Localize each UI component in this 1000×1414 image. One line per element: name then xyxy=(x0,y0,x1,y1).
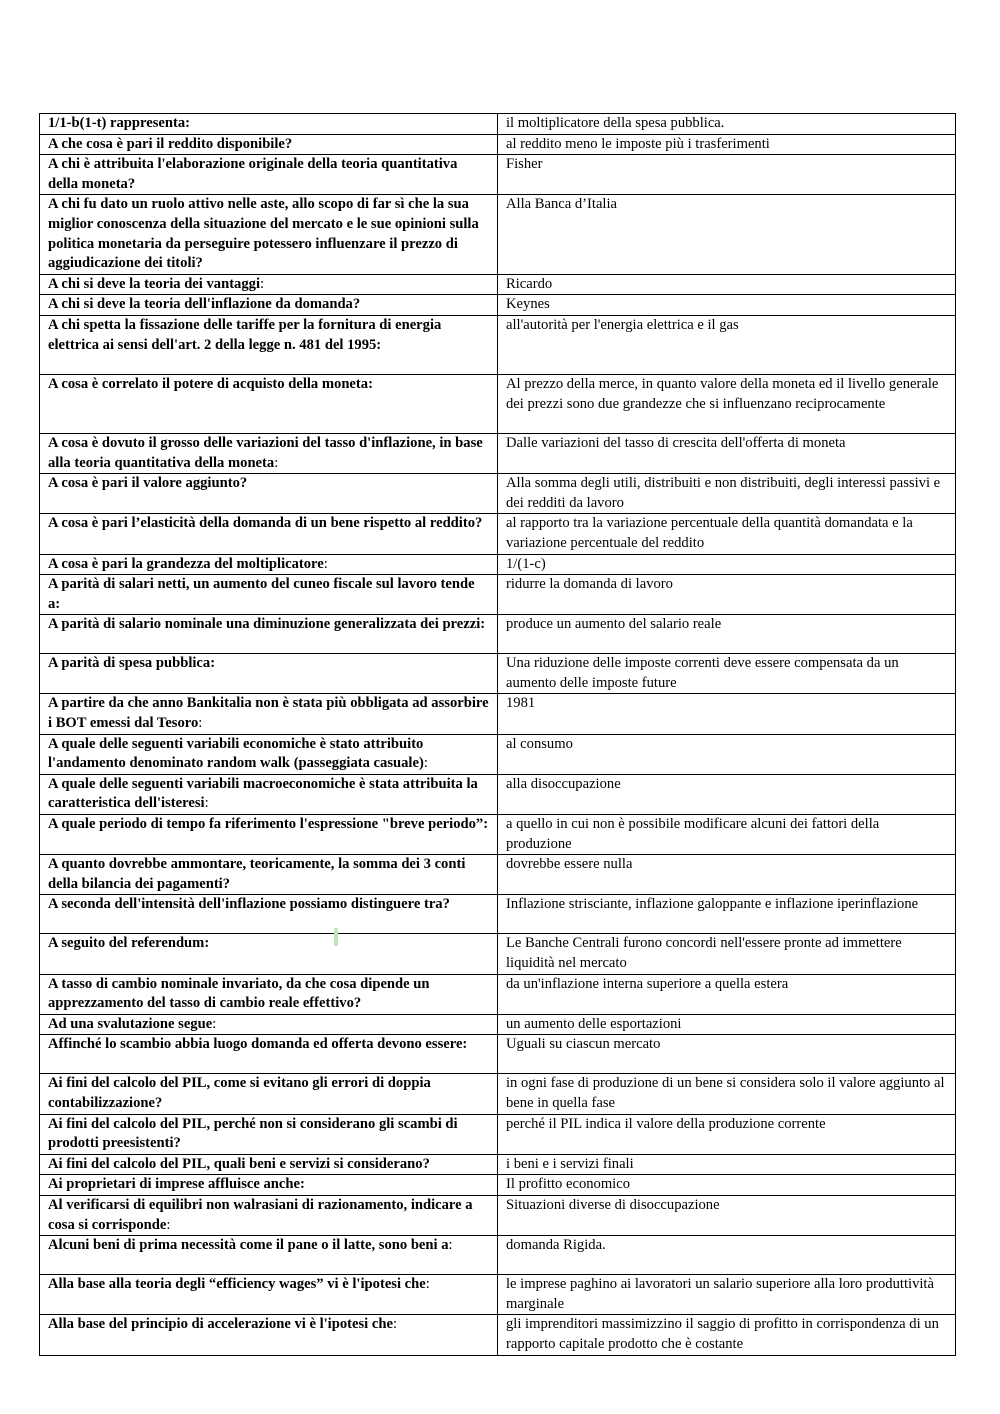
question-text: A parità di salario nominale una diminuzione generalizzata dei prezzi: xyxy=(48,616,486,633)
question-cell xyxy=(40,554,498,575)
question-punctuation: : xyxy=(392,1316,398,1333)
table-row xyxy=(40,514,956,554)
question-text: A quale periodo di tempo fa riferimento l'espressione "breve periodo”: xyxy=(48,816,489,833)
question-cell xyxy=(40,374,498,433)
qa-table-body xyxy=(40,114,956,1356)
question-text: A cosa è correlato il potere di acquisto della moneta: xyxy=(48,375,373,392)
answer-text: gli imprenditori massimizzino il saggio di profitto in corrispondenza di un rapporto capitale prodotto che è costante xyxy=(506,1316,939,1352)
question-cell xyxy=(40,1035,498,1074)
question-punctuation: : xyxy=(323,555,328,572)
question-text: Ai fini del calcolo del PIL, quali beni e servizi si considerano? xyxy=(48,1155,430,1172)
question-text: A parità di spesa pubblica: xyxy=(48,655,216,672)
question-cell xyxy=(40,734,498,774)
table-row xyxy=(40,134,956,155)
answer-cell xyxy=(498,1195,956,1235)
table-row xyxy=(40,374,956,433)
answer-text: da un'inflazione interna superiore a quella estera xyxy=(506,975,789,992)
question-cell xyxy=(40,1074,498,1114)
answer-text: al rapporto tra la variazione percentuale della quantità domandata e la variazione percentuale del reddito xyxy=(506,515,913,551)
table-row xyxy=(40,974,956,1014)
question-text: A seguito del referendum: xyxy=(48,935,210,952)
answer-cell xyxy=(498,274,956,295)
question-cell xyxy=(40,295,498,316)
table-row xyxy=(40,554,956,575)
question-text: A cosa è pari il valore aggiunto? xyxy=(48,475,248,492)
question-punctuation: : xyxy=(166,1216,171,1233)
answer-text: Ricardo xyxy=(506,275,553,292)
question-cell xyxy=(40,615,498,654)
answer-cell xyxy=(498,114,956,135)
answer-text: i beni e i servizi finali xyxy=(506,1155,634,1172)
table-row xyxy=(40,1114,956,1154)
question-cell xyxy=(40,274,498,295)
table-row xyxy=(40,694,956,734)
answer-cell xyxy=(498,1315,956,1355)
answer-text: Al prezzo della merce, in quanto valore della moneta ed il livello generale dei prezzi sono due grandezze che si influenzano reciprocamente xyxy=(506,375,939,412)
table-row xyxy=(40,575,956,615)
question-text: Ai proprietari di imprese affluisce anche: xyxy=(48,1176,305,1193)
table-row xyxy=(40,734,956,774)
answer-text: domanda Rigida. xyxy=(506,1237,606,1254)
question-punctuation: : xyxy=(212,1015,217,1032)
question-text: A che cosa è pari il reddito disponibile? xyxy=(48,135,293,152)
answer-cell xyxy=(498,374,956,433)
question-text: Ai fini del calcolo del PIL, come si evitano gli errori di doppia contabilizzazione? xyxy=(48,1075,431,1111)
answer-cell xyxy=(498,1175,956,1196)
question-cell xyxy=(40,815,498,855)
answer-cell xyxy=(498,694,956,734)
answer-text: all'autorità per l'energia elettrica e il gas xyxy=(506,316,739,333)
table-row xyxy=(40,1014,956,1035)
question-cell xyxy=(40,895,498,934)
question-cell xyxy=(40,1195,498,1235)
question-cell xyxy=(40,1154,498,1175)
answer-cell xyxy=(498,514,956,554)
answer-text: alla disoccupazione xyxy=(506,775,621,792)
table-row xyxy=(40,155,956,195)
answer-cell xyxy=(498,1154,956,1175)
table-row xyxy=(40,1195,956,1235)
answer-text: Keynes xyxy=(506,296,550,313)
table-row xyxy=(40,195,956,274)
answer-cell xyxy=(498,934,956,974)
answer-cell xyxy=(498,1014,956,1035)
question-text: A cosa è pari l’elasticità della domanda di un bene rispetto al reddito? xyxy=(48,515,483,532)
answer-text: produce un aumento del salario reale xyxy=(506,616,722,633)
question-punctuation: : xyxy=(260,275,265,292)
answer-cell xyxy=(498,774,956,814)
question-cell xyxy=(40,934,498,974)
question-text: A chi spetta la fissazione delle tariffe per la fornitura di energia elettrica ai sensi dell'art. 2 della legge n. 481 del 1995: xyxy=(48,316,442,353)
question-cell xyxy=(40,575,498,615)
question-cell xyxy=(40,774,498,814)
answer-text: 1/(1-c) xyxy=(506,555,546,572)
question-text: A partire da che anno Bankitalia non è stata più obbligata ad assorbire i BOT emessi dal Tesoro xyxy=(48,695,489,732)
question-punctuation: : xyxy=(204,795,209,812)
question-text: A cosa è pari la grandezza del moltiplicatore xyxy=(48,555,324,572)
question-cell xyxy=(40,114,498,135)
question-cell xyxy=(40,155,498,195)
table-row xyxy=(40,1275,956,1315)
table-row xyxy=(40,855,956,895)
question-text: 1/1-b(1-t) rappresenta: xyxy=(48,115,190,131)
answer-cell xyxy=(498,433,956,473)
table-row xyxy=(40,1315,956,1355)
question-text: A parità di salari netti, un aumento del cuneo fiscale sul lavoro tende a: xyxy=(48,576,475,612)
answer-text: a quello in cui non è possibile modificare alcuni dei fattori della produzione xyxy=(506,816,880,852)
answer-text: al reddito meno le imposte più i trasferimenti xyxy=(506,135,770,152)
question-punctuation: : xyxy=(448,1237,453,1254)
table-row xyxy=(40,1236,956,1275)
question-text: A chi fu dato un ruolo attivo nelle aste, allo scopo di far sì che la sua miglior conoscenza della situazione del mercato e le sue opinioni sulla politica monetaria da perseguire potessero influenzare il prezzo di aggiudicazione dei titoli? xyxy=(48,196,479,272)
question-text: A quale delle seguenti variabili macroeconomiche è stata attribuita la caratteristica dell'isteresi xyxy=(48,775,478,812)
question-punctuation: : xyxy=(274,454,279,471)
answer-text: Alla Banca d’Italia xyxy=(506,196,618,213)
question-text: Al verificarsi di equilibri non walrasiani di razionamento, indicare a cosa si corrisponde xyxy=(48,1196,473,1233)
question-cell xyxy=(40,974,498,1014)
question-cell xyxy=(40,1114,498,1154)
answer-cell xyxy=(498,474,956,514)
question-punctuation: : xyxy=(425,1276,430,1293)
table-row xyxy=(40,315,956,374)
answer-text: Inflazione strisciante, inflazione galoppante e inflazione iperinflazione xyxy=(506,896,919,913)
answer-text: ridurre la domanda di lavoro xyxy=(506,576,673,593)
question-cell xyxy=(40,315,498,374)
question-text: A quanto dovrebbe ammontare, teoricamente, la somma dei 3 conti della bilancia dei pagamenti? xyxy=(48,856,466,892)
question-cell xyxy=(40,654,498,694)
question-text: A cosa è dovuto il grosso delle variazioni del tasso d'inflazione, in base alla teoria quantitativa della moneta xyxy=(48,434,483,471)
table-row xyxy=(40,1035,956,1074)
question-text: A chi si deve la teoria dei vantaggi xyxy=(48,275,261,292)
answer-cell xyxy=(498,654,956,694)
table-row xyxy=(40,815,956,855)
question-cell xyxy=(40,694,498,734)
answer-text: Situazioni diverse di disoccupazione xyxy=(506,1196,720,1213)
answer-text: Alla somma degli utili, distribuiti e non distribuiti, degli interessi passivi e dei redditi da lavoro xyxy=(506,475,941,511)
answer-cell xyxy=(498,554,956,575)
question-cell xyxy=(40,1315,498,1355)
table-row xyxy=(40,1154,956,1175)
table-row xyxy=(40,1175,956,1196)
question-text: Alla base del principio di accelerazione vi è l'ipotesi che xyxy=(48,1316,393,1333)
table-row xyxy=(40,1074,956,1114)
answer-cell xyxy=(498,295,956,316)
question-text: A quale delle seguenti variabili economiche è stato attribuito l'andamento denominato random walk (passeggiata casuale) xyxy=(48,735,424,772)
answer-cell xyxy=(498,1236,956,1275)
question-punctuation: : xyxy=(198,715,203,732)
table-row xyxy=(40,615,956,654)
question-text: Alcuni beni di prima necessità come il pane o il latte, sono beni a xyxy=(48,1237,449,1254)
answer-cell xyxy=(498,1035,956,1074)
question-text: Affinché lo scambio abbia luogo domanda ed offerta devono essere: xyxy=(48,1036,468,1053)
question-cell xyxy=(40,1236,498,1275)
table-row xyxy=(40,654,956,694)
question-text: Ad una svalutazione segue xyxy=(48,1015,213,1032)
answer-cell xyxy=(498,855,956,895)
question-text: Ai fini del calcolo del PIL, perché non si considerano gli scambi di prodotti preesistenti? xyxy=(48,1115,458,1152)
answer-cell xyxy=(498,734,956,774)
table-row xyxy=(40,934,956,974)
answer-text: al consumo xyxy=(506,735,573,752)
answer-text: Dalle variazioni del tasso di crescita dell'offerta di moneta xyxy=(506,434,846,451)
answer-cell xyxy=(498,615,956,654)
answer-text: il moltiplicatore della spesa pubblica. xyxy=(506,115,725,131)
answer-text: Uguali su ciascun mercato xyxy=(506,1036,661,1053)
question-cell xyxy=(40,433,498,473)
question-text: Alla base alla teoria degli “efficiency wages” vi è l'ipotesi che xyxy=(48,1276,426,1293)
answer-text: Le Banche Centrali furono concordi nell'essere pronte ad immettere liquidità nel mercato xyxy=(506,935,902,971)
qa-table xyxy=(39,113,956,1356)
answer-cell xyxy=(498,815,956,855)
question-cell xyxy=(40,514,498,554)
answer-cell xyxy=(498,315,956,374)
table-row xyxy=(40,895,956,934)
answer-text: Fisher xyxy=(506,156,543,173)
question-cell xyxy=(40,1175,498,1196)
answer-text: perché il PIL indica il valore della produzione corrente xyxy=(506,1115,826,1132)
question-cell xyxy=(40,134,498,155)
question-cell xyxy=(40,474,498,514)
answer-text: Una riduzione delle imposte correnti deve essere compensata da un aumento delle imposte future xyxy=(506,655,899,691)
answer-cell xyxy=(498,1114,956,1154)
answer-text: in ogni fase di produzione di un bene si considera solo il valore aggiunto al bene in quella fase xyxy=(506,1075,945,1111)
answer-cell xyxy=(498,575,956,615)
table-row xyxy=(40,474,956,514)
question-cell xyxy=(40,855,498,895)
answer-text: 1981 xyxy=(506,695,536,712)
answer-text: dovrebbe essere nulla xyxy=(506,856,633,873)
question-text: A chi è attribuita l'elaborazione originale della teoria quantitativa della moneta? xyxy=(48,156,458,192)
highlight-mark xyxy=(334,928,338,946)
table-row xyxy=(40,114,956,135)
table-row xyxy=(40,433,956,473)
question-cell xyxy=(40,1275,498,1315)
question-cell xyxy=(40,195,498,274)
answer-cell xyxy=(498,1275,956,1315)
table-row xyxy=(40,295,956,316)
answer-cell xyxy=(498,1074,956,1114)
answer-cell xyxy=(498,195,956,274)
answer-text: un aumento delle esportazioni xyxy=(506,1015,682,1032)
answer-cell xyxy=(498,974,956,1014)
table-row xyxy=(40,774,956,814)
question-punctuation: : xyxy=(423,755,428,772)
answer-cell xyxy=(498,134,956,155)
answer-cell xyxy=(498,155,956,195)
question-cell xyxy=(40,1014,498,1035)
question-text: A seconda dell'intensità dell'inflazione possiamo distinguere tra? xyxy=(48,896,450,913)
answer-text: Il profitto economico xyxy=(506,1176,631,1193)
question-text: A tasso di cambio nominale invariato, da che cosa dipende un apprezzamento del tasso di cambio reale effettivo? xyxy=(48,975,430,1012)
question-text: A chi si deve la teoria dell'inflazione da domanda? xyxy=(48,296,361,313)
answer-text: le imprese paghino ai lavoratori un salario superiore alla loro produttività marginale xyxy=(506,1276,934,1312)
answer-cell xyxy=(498,895,956,934)
table-row xyxy=(40,274,956,295)
